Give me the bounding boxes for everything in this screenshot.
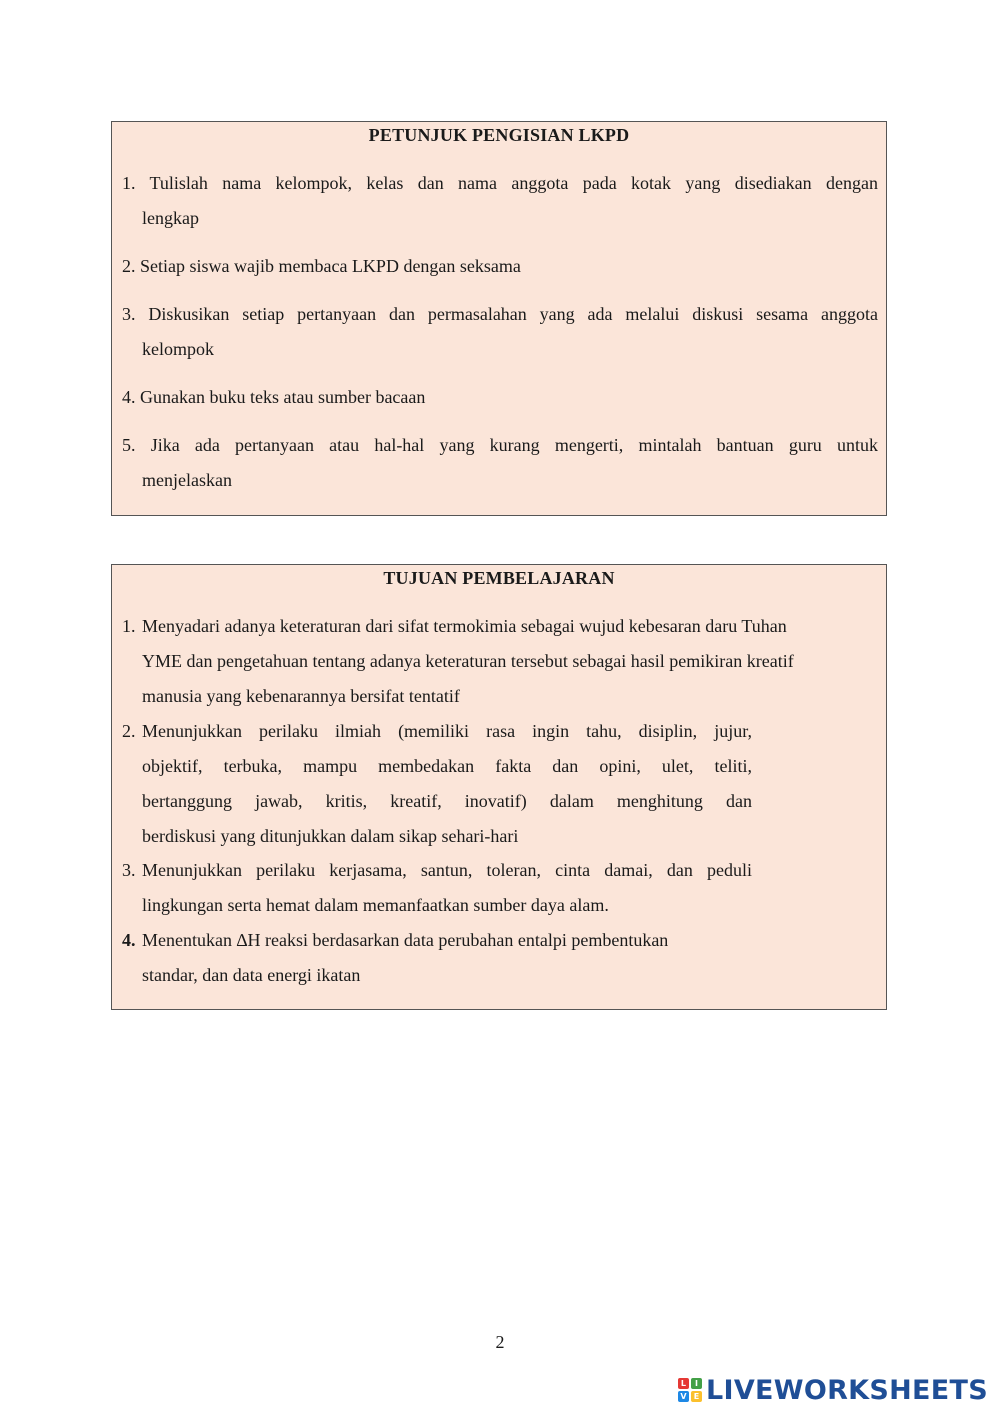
page-number: 2 <box>495 1332 505 1352</box>
objective-line: bertanggung jawab, kritis, kreatif, inovatif) dalam menghitung dan <box>142 791 752 811</box>
instruction-number: 3. <box>122 304 136 324</box>
liveworksheets-logo <box>678 1374 988 1406</box>
instruction-number: 4. <box>122 387 136 407</box>
objective-number: 4. <box>122 930 136 950</box>
objective-line: Menunjukkan perilaku kerjasama, santun, toleran, cinta damai, dan peduli <box>142 860 752 880</box>
instruction-item-4 <box>122 380 878 415</box>
instruction-text: Diskusikan setiap pertanyaan dan permasalahan yang ada melalui diskusi sesama anggota <box>148 304 879 324</box>
objective-number: 3. <box>122 860 136 880</box>
objective-line: Menyadari adanya keteraturan dari sifat termokimia sebagai wujud kebesaran daru Tuhan <box>142 616 787 636</box>
objective-item-3 <box>122 853 752 923</box>
objective-line: standar, dan data energi ikatan <box>142 965 361 985</box>
objective-line: manusia yang kebenarannya bersifat tentatif <box>142 686 460 706</box>
objective-line: YME dan pengetahuan tentang adanya keteraturan tersebut sebagai hasil pemikiran kreatif <box>142 651 794 671</box>
instruction-number: 5. <box>122 435 136 455</box>
objective-line: Menentukan ∆H reaksi berdasarkan data perubahan entalpi pembentukan <box>142 930 669 950</box>
instructions-box <box>111 121 887 516</box>
logo-letter: E <box>691 1391 702 1402</box>
instruction-text-cont: lengkap <box>142 208 199 228</box>
objective-number: 2. <box>122 721 136 741</box>
instruction-item-1 <box>122 166 878 236</box>
instruction-text-cont: menjelaskan <box>142 470 232 490</box>
objective-line: lingkungan serta hemat dalam memanfaatkan sumber daya alam. <box>142 895 609 915</box>
instruction-text: Tulislah nama kelompok, kelas dan nama anggota pada kotak yang disediakan dengan <box>149 173 878 193</box>
objective-item-1 <box>122 609 882 714</box>
objectives-title: TUJUAN PEMBELAJARAN <box>383 568 615 588</box>
instruction-item-2 <box>122 249 878 284</box>
logo-letter: L <box>678 1378 689 1389</box>
instruction-item-3 <box>122 297 878 367</box>
objective-number: 1. <box>122 616 136 636</box>
liveworksheets-mark-icon <box>678 1378 702 1402</box>
instruction-text: Gunakan buku teks atau sumber bacaan <box>140 387 426 407</box>
instruction-text-cont: kelompok <box>142 339 214 359</box>
objectives-box <box>111 564 887 1010</box>
objective-line: objektif, terbuka, mampu membedakan fakta dan opini, ulet, teliti, <box>142 756 752 776</box>
instruction-text: Setiap siswa wajib membaca LKPD dengan seksama <box>140 256 521 276</box>
objective-line: berdiskusi yang ditunjukkan dalam sikap sehari-hari <box>142 826 519 846</box>
objective-line: Menunjukkan perilaku ilmiah (memiliki rasa ingin tahu, disiplin, jujur, <box>142 721 752 741</box>
instruction-item-5 <box>122 428 878 498</box>
logo-letter: I <box>691 1378 702 1389</box>
logo-letter: V <box>678 1391 689 1402</box>
instruction-number: 1. <box>122 173 136 193</box>
liveworksheets-wordmark: LIVEWORKSHEETS <box>705 1374 988 1406</box>
objective-item-4 <box>122 923 822 993</box>
objective-item-2 <box>122 714 752 854</box>
instructions-title: PETUNJUK PENGISIAN LKPD <box>368 125 630 145</box>
instruction-number: 2. <box>122 256 136 276</box>
instruction-text: Jika ada pertanyaan atau hal-hal yang kurang mengerti, mintalah bantuan guru untuk <box>150 435 878 455</box>
